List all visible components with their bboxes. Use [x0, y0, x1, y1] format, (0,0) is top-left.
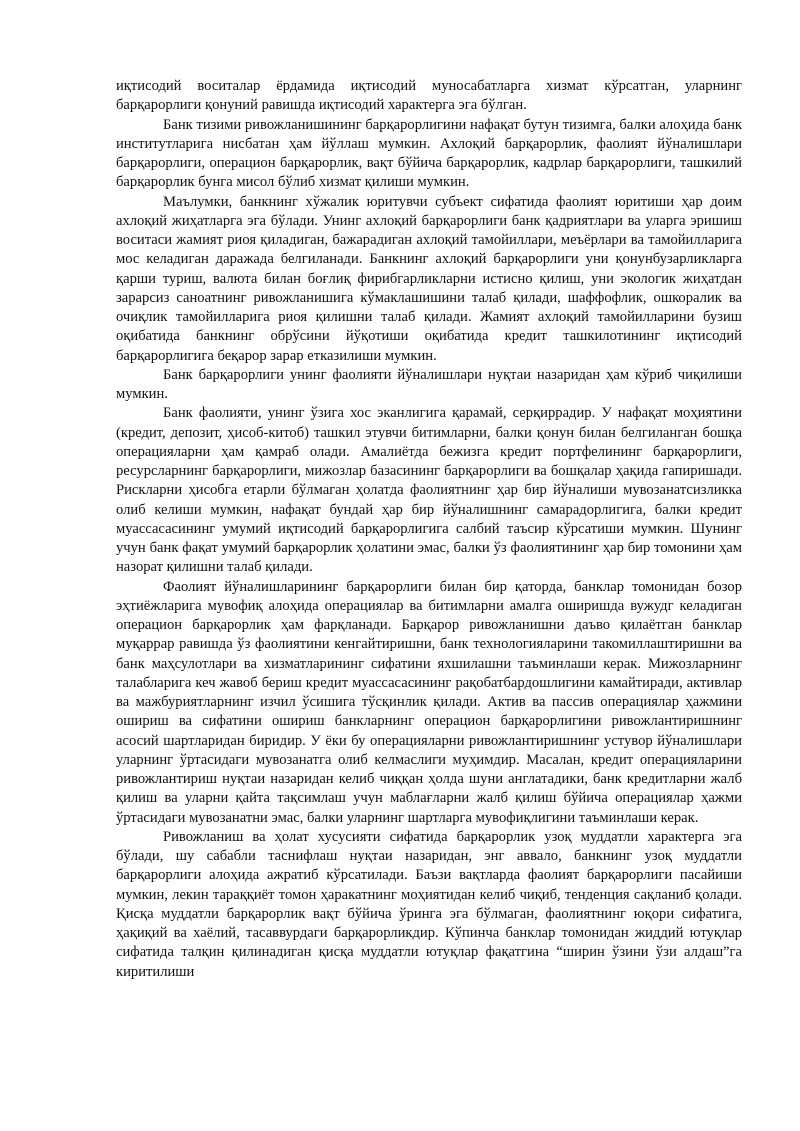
- document-page: [116, 77, 742, 982]
- paragraph-4: Банк барқарорлиги унинг фаолияти йўналишлари нуқтаи назаридан ҳам кўриб чиқилиши мумкин.: [116, 366, 742, 402]
- paragraph-2: Банк тизими ривожланишининг барқарорлигини нафақат бутун тизимга, балки алоҳида банк институтларига нисбатан ҳам йўллаш мумкин. Ахлоқий барқарорлик, фаолият йўналишлари барқарорлиги, операцион барқарорлик, вақт бўйича барқарорлик, кадрлар барқарорлиги, ташкилий барқарорлик бунга мисол бўлиб хизмат қилиши мумкин.: [116, 116, 742, 191]
- paragraph-5: Банк фаолияти, унинг ўзига хос эканлигига қарамай, серқиррадир. У нафақат моҳиятини (кредит, депозит, ҳисоб-китоб) ташкил этувчи битимларни, балки қонун билан белгиланган бошқа операцияларни ҳам қамраб олади. Амалиётда бежизга кредит портфелининг барқарорлиги, ресурсларнинг барқарорлиги, мижозлар базасининг барқарорлиги ва бошқалар ҳақида гапиришади. Рискларни ҳисобга етарли бўлмаган ҳолатда фаолиятнинг ҳар бир йўналиши мувозанатсизликка олиб келиши мумкин, нафақат бундай ҳар бир йўналишнинг самарадорлигига, балки кредит муассасасининг умумий иқтисодий барқарорлигига салбий таъсир кўрсатиши мумкин. Шунинг учун банк фақат умумий барқарорлик ҳолатини эмас, балки ўз фаолиятининг ҳар бир томонини ҳам назорат қилишни талаб қилади.: [116, 405, 742, 576]
- paragraph-3: Маълумки, банкнинг хўжалик юритувчи субъект сифатида фаолият юритиши ҳар доим ахлоқий жиҳатларга эга бўлади. Унинг ахлоқий барқарорлиги банк қадриятлари ва уларга эришиш воситаси жамият риоя қиладиган, бажарадиган ахлоқий тамойиллари, меъёрлари ва тамойилларига мос келадиган даражада белгиланади. Банкнинг ахлоқий барқарорлиги уни қонунбузарликларга қарши туриш, валюта билан боғлиқ фирибгарликларни истисно қилиш, уни экологик жиҳатдан зарарсиз саноатнинг ривожланишига кўмаклашишини талаб қилади, шаффофлик, ошкоралик ва очиқлик тамойилларига риоя қилишни талаб қилади. Жамият ахлоқий тамойилларини бузиш оқибатида банкнинг обрўсини йўқотиши оқибатида кредит ташкилотининг иқтисодий барқарорлигига беқарор зарар етказилиши мумкин.: [116, 193, 742, 364]
- paragraph-6: Фаолият йўналишларининг барқарорлиги билан бир қаторда, банклар томонидан бозор эҳтиёжларига мувофиқ алоҳида операциялар ва битимларни амалга оширишда вужудг келадиган операцион барқарорлик ҳам фарқланади. Барқарор ривожланишни даъво қилаётган банклар муқаррар равишда ўз фаолиятини кенгайтиришни, банк технологияларини такомиллаштиришни ва банк маҳсулотлари ва хизматларининг сифатини яхшилашни таъминлаши керак. Мижозларнинг талабларига кеч жавоб бериш кредит муассасасининг рақобатбардошлигини камайтиради, активлар ва мажбуриятларнинг изчил ўсишига тўсқинлик қилади. Актив ва пассив операциялар ҳажмини ошириш ва сифатини ошириш банкларнинг операцион барқарорлигини ривожлантиришнинг асосий шартларидан биридир. У ёки бу операцияларни ривожлантиришнинг устувор йўналишлари уларнинг ўртасидаги мувозанатга олиб келмаслиги муҳимдир. Масалан, кредит операцияларини ривожлантириш нуқтаи назаридан келиб чиққан ҳолда шуни англатадики, банк кредитларни жалб қилиш ва уларни қайта тақсимлаш учун маблағларни жалб қилиш бўйича операциялар ҳажми ўртасидаги мувозанатни эмас, балки уларнинг шартларга мувофиқлигини таъминлаши керак.: [116, 578, 742, 826]
- paragraph-7: Ривожланиш ва ҳолат хусусияти сифатида барқарорлик узоқ муддатли характерга эга бўлади, шу сабабли таснифлаш нуқтаи назаридан, энг аввало, банкнинг узоқ муддатли барқарорлиги алоҳида ажратиб кўрсатилади. Баъзи вақтларда фаолият барқарорлиги пасайиши мумкин, лекин тараққиёт томон ҳаракатнинг моҳиятидан келиб чиқиб, тенденция сақланиб қолади. Қисқа муддатли барқарорлик вақт бўйича ўринга эга бўлмаган, фаолиятнинг юқори сифатига, ҳақиқий ва хаёлий, тасаввурдаги барқарорликдир. Кўпинча банклар томонидан жиддий ютуқлар сифатида талқин қилинадиган қисқа муддатли ютуқлар фақатгина “ширин ўзини ўзи алдаш”га киритилиши: [116, 828, 742, 980]
- paragraph-1: иқтисодий воситалар ёрдамида иқтисодий муносабатларга хизмат кўрсатган, уларнинг барқарорлиги қонуний равишда иқтисодий характерга эга бўлган.: [116, 78, 742, 114]
